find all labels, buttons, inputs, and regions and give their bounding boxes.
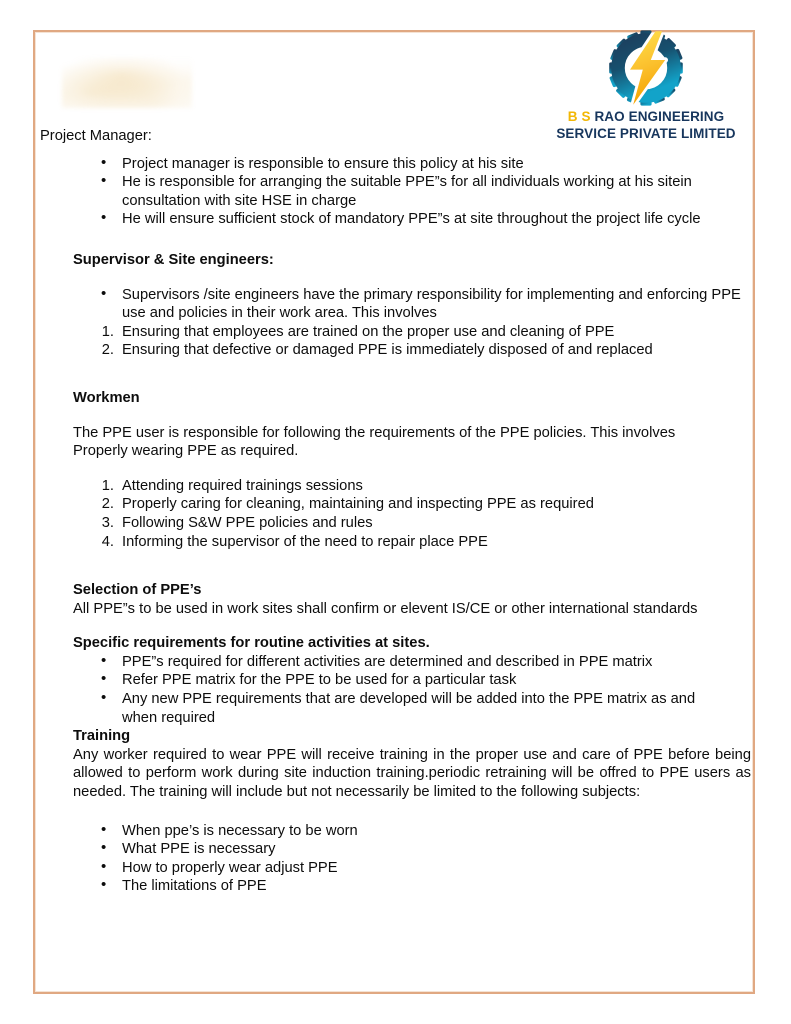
specific-requirements-heading: Specific requirements for routine activities at sites. [73, 635, 430, 652]
specific-requirements-bullet-list [40, 653, 750, 727]
training-bullet-list [40, 822, 750, 896]
list-item: • When ppe’s is necessary to be worn [40, 822, 750, 841]
company-name-rest: RAO ENGINEERING [594, 109, 725, 124]
list-item: Ensuring that defective or damaged PPE is immediately disposed of and replaced [122, 342, 653, 359]
list-item: • Refer PPE matrix for the PPE to be used for a particular task [40, 671, 750, 690]
list-item: • Any new PPE requirements that are developed will be added into the PPE matrix as and when required [40, 690, 734, 727]
list-item: Informing the supervisor of the need to repair place PPE [122, 533, 488, 550]
list-item: • What PPE is necessary [40, 840, 750, 859]
document-body [40, 0, 750, 896]
supervisor-bullet-list [40, 286, 750, 323]
workmen-paragraph: The PPE user is responsible for following the requirements of the PPE policies. This involves Properly wearing PPE as required. [73, 424, 676, 460]
list-item: Following S&W PPE policies and rules [122, 514, 373, 531]
workmen-heading: Workmen [73, 389, 140, 406]
list-item: • Project manager is responsible to ensure this policy at his site [40, 155, 750, 174]
supervisor-numbered-list [40, 323, 750, 360]
training-paragraph: Any worker required to wear PPE will receive training in the proper use and care of PPE before being allowed to perform work during site induction training.periodic retraining will be offred to PPE users as needed. The training will include but not necessarily be limited to the following subjects: [73, 746, 751, 801]
list-item: Properly caring for cleaning, maintaining and inspecting PPE as required [122, 496, 594, 513]
project-manager-bullet-list [40, 155, 750, 229]
training-heading: Training [73, 728, 131, 745]
list-item: • Supervisors /site engineers have the primary responsibility for implementing and enforcing PPE use and policies in their work area. This involves [40, 286, 750, 323]
selection-paragraph: All PPE”s to be used in work sites shall confirm or elevent IS/CE or other international standards [73, 600, 698, 617]
project-manager-heading: Project Manager: [40, 128, 152, 144]
workmen-numbered-list [40, 477, 750, 551]
list-item: Ensuring that employees are trained on the proper use and cleaning of PPE [122, 323, 615, 340]
list-item: • The limitations of PPE [40, 877, 750, 896]
supervisor-heading: Supervisor & Site engineers: [73, 251, 274, 268]
list-item: • PPE”s required for different activities are determined and described in PPE matrix [40, 653, 750, 672]
company-name-line-2: SERVICE PRIVATE LIMITED [556, 126, 736, 141]
selection-heading: Selection of PPE’s [73, 582, 202, 599]
list-item: • He is responsible for arranging the suitable PPE”s for all individuals working at his sitein consultation with site HSE in charge [40, 173, 750, 210]
list-item: Attending required trainings sessions [122, 477, 363, 494]
company-name-accent: B S [567, 109, 591, 124]
list-item: • How to properly wear adjust PPE [40, 859, 750, 878]
list-item: • He will ensure sufficient stock of mandatory PPE”s at site throughout the project life cycle [40, 210, 750, 229]
